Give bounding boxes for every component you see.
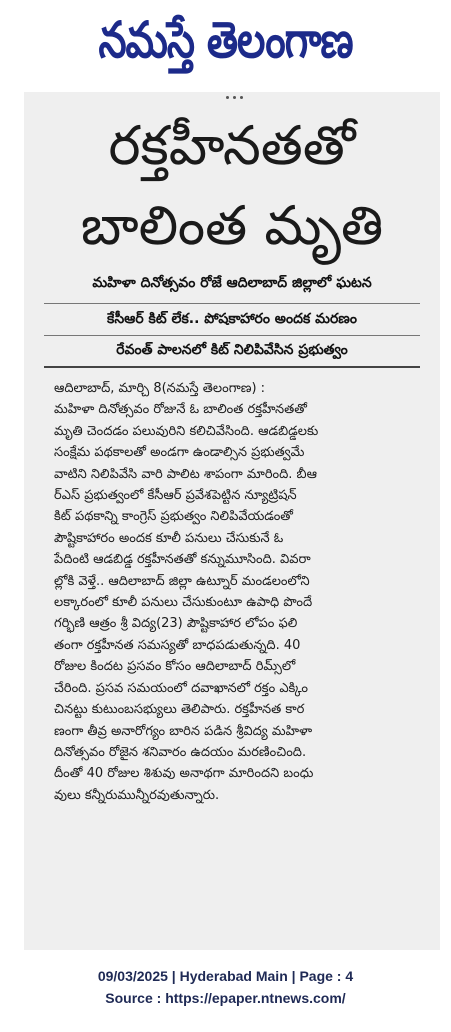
body-line: వాటిని నిలిపివేసి వారి పాలిట శాపంగా మారింది. బీఆ (54, 466, 317, 482)
body-line: గర్భిణి ఆత్రం శ్రీ విద్య(23) పౌష్టికాహార లోపం ఫలి (54, 616, 298, 632)
clip-top-marks (136, 94, 332, 100)
footer-date-edition: 09/03/2025 | Hyderabad Main | Page : 4 (97, 968, 354, 984)
body-line: ల్లోకి వెళ్తే.. ఆదిలాబాద్ జిల్లా ఉట్నూర్ మండలంలోని (54, 573, 310, 589)
body-line: పౌష్టికాహారం అందక కూలీ పనులు చేసుకునే ఓ (54, 530, 284, 546)
body-line: మహిళా దినోత్సవం రోజునే ఓ బాలింత రక్తహీనతతో (54, 402, 307, 418)
body-line: మృతి చెందడం పలువురిని కలిచివేసింది. ఆడబిడ్డలకు (54, 423, 319, 439)
divider (44, 335, 420, 336)
body-line: ఆదిలాబాద్, మార్చి 8(నమస్తే తెలంగాణ) : (54, 381, 266, 396)
body-line: కిట్ పథకాన్ని కాంగ్రెస్ ప్రభుత్వం నిలిపివేయడంతో (54, 509, 293, 525)
article-body (54, 378, 422, 806)
subhead-2: కేసీఆర్ కిట్ లేక.. పోషకాహారం అందక మరణం (107, 311, 357, 327)
body-line: దినోత్సవం రోజైన శనివారం ఉదయం మరణించింది. (54, 744, 307, 760)
article-clipping (24, 92, 440, 950)
divider (44, 303, 420, 304)
subhead-3: రేవంత్ పాలనలో కిట్ నిలిపివేసిన ప్రభుత్వం (116, 342, 348, 358)
body-line: లక్కారంలో కూలీ పనులు చేసుకుంటూ ఉపాధి పొందే (54, 595, 313, 611)
body-line: తంగా రక్తహీనత సమస్యతో బాధపడుతున్నది. 40 (54, 637, 301, 653)
body-line: దీంతో 40 రోజుల శిశువు అనాథగా మారిందని బంధు (54, 766, 314, 782)
headline-line-2: బాలింత మృతి (80, 194, 384, 257)
body-line: సంక్షేమ పథకాలతో అండగా ఉండాల్సిన ప్రభుత్వమే (54, 445, 305, 461)
footer-source: Source : https://epaper.ntnews.com/ (105, 990, 346, 1006)
subhead-1: మహిళా దినోత్సవం రోజే ఆదిలాబాద్ జిల్లాలో ఘటన (92, 275, 372, 291)
body-line: వులు కన్నీరుమున్నీరవుతున్నారు. (54, 787, 220, 803)
body-line: పేదింటి ఆడబిడ్డ రక్తహీనతతో కన్నుమూసింది. వివరా (54, 552, 311, 568)
body-line: ర్‌ఎస్ ప్రభుత్వంలో కేసీఆర్ ప్రవేశపెట్టిన న్యూట్రిషన్ (54, 488, 297, 504)
body-line: చేరింది. ప్రసవ సమయంలో దవాఖానలో రక్తం ఎక్కిం (54, 680, 308, 696)
body-line: ణంగా తీవ్ర అనారోగ్యం బారిన పడిన శ్రీవిద్య మహిళా (54, 723, 313, 739)
newspaper-masthead (0, 0, 451, 92)
masthead-title: నమస్తే తెలంగాణ (98, 10, 353, 70)
divider (44, 366, 420, 368)
body-line: చినట్టు కుటుంబసభ్యులు తెలిపారు. రక్తహీనత కార (54, 702, 305, 718)
headline-line-1: రక్తహీనతతో (108, 114, 356, 177)
body-line: రోజుల కిందట ప్రసవం కోసం ఆదిలాబాద్ రిమ్స్‌లో (54, 659, 296, 675)
